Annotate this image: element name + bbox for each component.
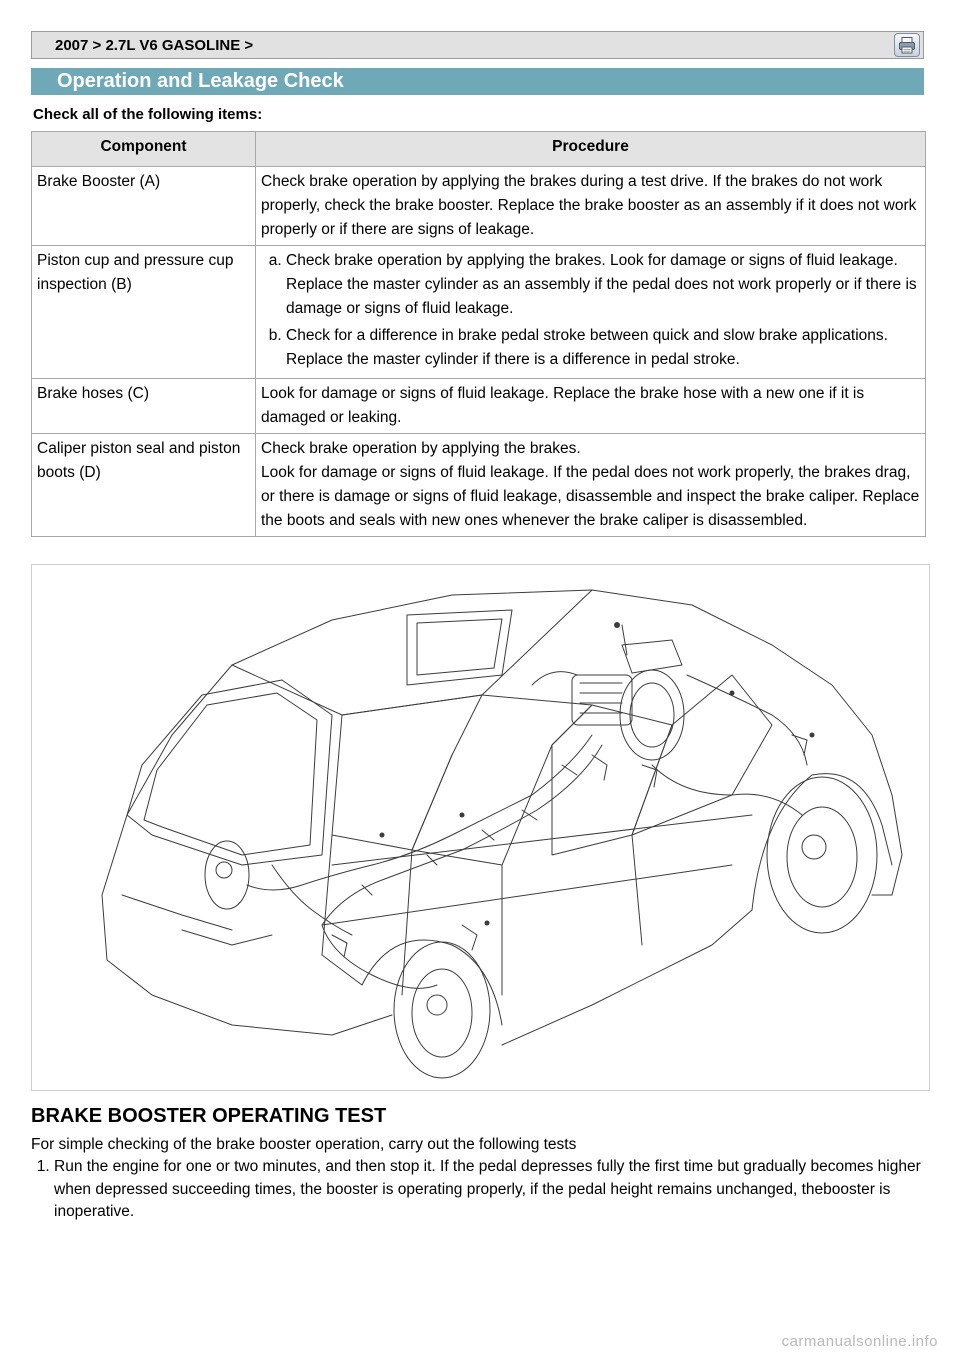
table-row <box>32 379 926 434</box>
breadcrumb[interactable]: 2007 > 2.7L V6 GASOLINE > <box>55 37 254 54</box>
booster-test-intro: For simple checking of the brake booster operation, carry out the following tests <box>31 1136 577 1153</box>
list-item: 1. Run the engine for one or two minutes, and then stop it. If the pedal depresses fully the first time but gradually becomes higher when depressed succeeding times, the booster is operating properly, if the pedal height remains unchanged, thebooster is inoperative. <box>54 1156 934 1224</box>
procedure-list <box>261 249 920 372</box>
column-header-procedure: Procedure <box>256 132 926 167</box>
component-cell: Piston cup and pressure cup inspection (B) <box>32 246 256 379</box>
printer-icon <box>898 36 916 54</box>
watermark: carmanualsonline.info <box>781 1333 938 1350</box>
booster-test-heading: BRAKE BOOSTER OPERATING TEST <box>31 1105 387 1127</box>
component-cell: Brake hoses (C) <box>32 379 256 434</box>
intro-text: Check all of the following items: <box>33 106 263 123</box>
procedure-cell: Look for damage or signs of fluid leakage. Replace the brake hose with a new one if it is damaged or leaking. <box>256 379 926 434</box>
table-row <box>32 434 926 537</box>
procedure-cell: Check brake operation by applying the brakes during a test drive. If the brakes do not work properly, check the brake booster. Replace the brake booster as an assembly if it does not work properly or if there are signs of leakage. <box>256 167 926 246</box>
column-header-component: Component <box>32 132 256 167</box>
procedure-cell <box>256 434 926 537</box>
list-item: a. Check brake operation by applying the brakes. Look for damage or signs of fluid leakage. Replace the master cylinder as an assembly if the pedal does not work properly or if there is damage or signs of fluid leakage. <box>286 249 920 321</box>
section-title: Operation and Leakage Check <box>57 70 344 92</box>
procedure-table <box>31 131 926 537</box>
list-item: b. Check for a difference in brake pedal stroke between quick and slow brake applications. Replace the master cylinder if there is a difference in pedal stroke. <box>286 324 920 372</box>
breadcrumb-bar <box>31 31 924 59</box>
vehicle-brake-diagram <box>32 565 929 1090</box>
component-cell: Brake Booster (A) <box>32 167 256 246</box>
print-button[interactable] <box>894 33 920 57</box>
procedure-cell <box>256 246 926 379</box>
booster-test-steps <box>31 1156 934 1224</box>
section-banner <box>31 68 924 95</box>
brake-system-illustration <box>31 564 930 1091</box>
table-header-row <box>32 132 926 167</box>
procedure-line: Check brake operation by applying the brakes. <box>261 440 581 457</box>
component-cell: Caliper piston seal and piston boots (D) <box>32 434 256 537</box>
table-row <box>32 246 926 379</box>
table-row <box>32 167 926 246</box>
procedure-line: Look for damage or signs of fluid leakage. If the pedal does not work properly, the brakes drag, or there is damage or signs of fluid leakage, disassemble and inspect the brake caliper. Replace the boots and seals with new ones whenever the brake caliper is disassembled. <box>261 464 920 529</box>
